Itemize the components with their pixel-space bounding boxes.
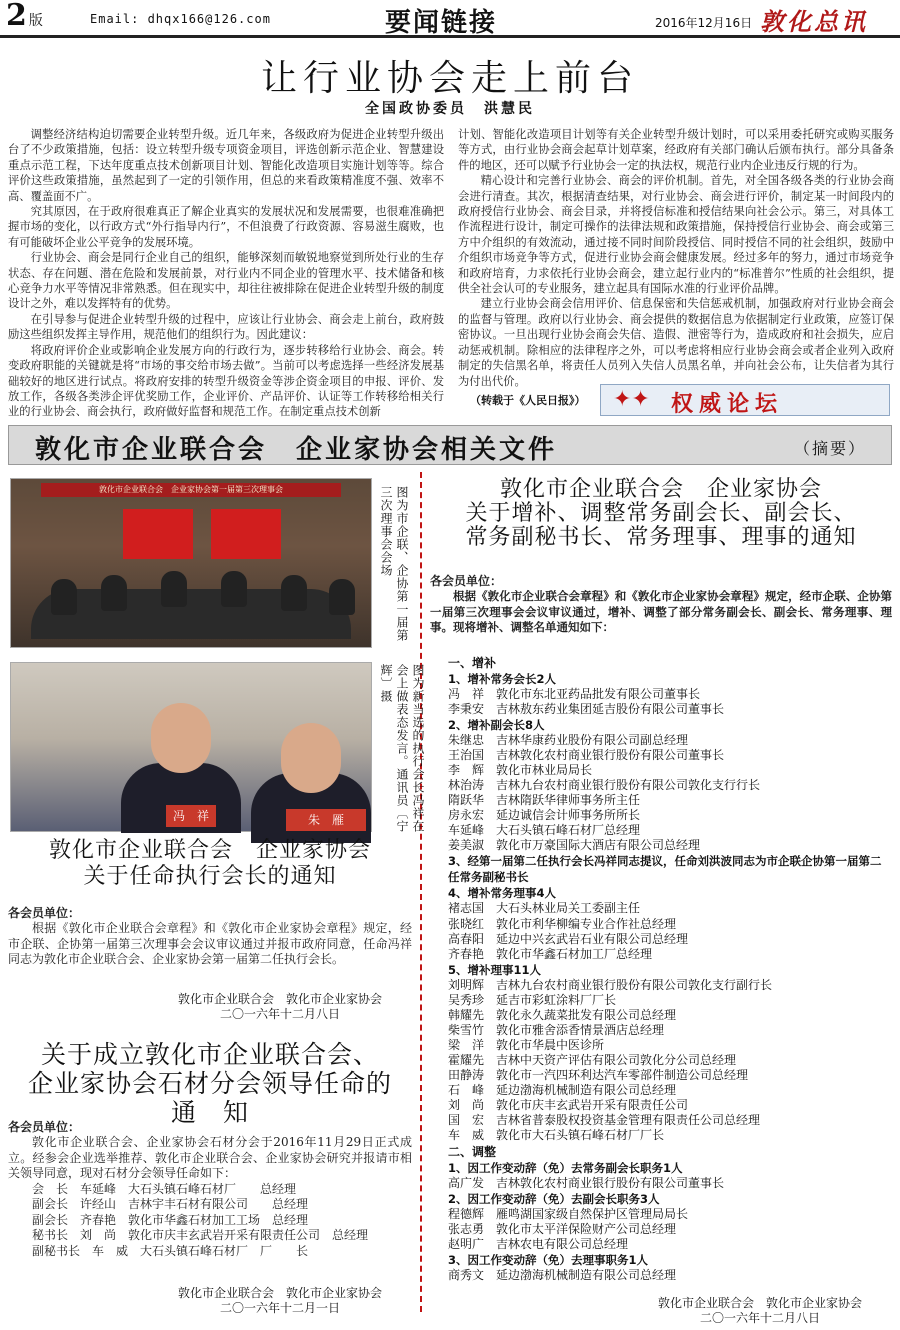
appointee-row: 霍耀先 吉林中天资产评估有限公司敦化分公司总经理: [448, 1052, 737, 1067]
appointee-row: 房永宏 延边诚信会计师事务所所长: [448, 808, 641, 823]
paragraph: 调整经济结构迫切需要企业转型升级。近几年来，各级政府为促进企业转型升级出台了不少政策措施，包括：设立转型升级专项资金项目，评选创新示范企业、智慧建设重点示范工程，下达年度重点技术创新项目计划、智能化改造项目实施计划等等。综合评价这些政策措施，虽然起到了一定的引领作用，但总的来看政策精准度不强、效率不高、覆盖面不广。: [8, 128, 444, 203]
appointee-row: 田静涛 敦化市一汽四环利达汽车零部件制造公司总经理: [448, 1067, 749, 1082]
appointee-row: 车 威 敦化市大石头镇石峰石材厂厂长: [448, 1128, 665, 1143]
appointee-row: 石 峰 延边渤海机械制造有限公司总经理: [448, 1082, 677, 1097]
national-flag: [211, 509, 281, 559]
attendee: [161, 571, 187, 607]
signature-date: 二〇一六年十二月一日: [219, 1301, 340, 1315]
attendee: [51, 579, 77, 615]
name-card: 冯 祥: [166, 805, 216, 827]
list-heading: 2、增补副会长8人: [448, 718, 545, 733]
list-heading: 5、增补理事11人: [448, 962, 542, 977]
appointee-row: 褚志国 大石头林业局关工委副主任: [448, 901, 641, 916]
issue-date: 2016年12月16日: [655, 16, 753, 30]
appointee-row: 梁 洋 敦化市华晨中医诊所: [448, 1037, 605, 1052]
list-heading: 一、增补: [448, 656, 497, 670]
section-banner: [8, 425, 892, 465]
speaker-face: [151, 703, 211, 773]
page-number: 2 版: [6, 0, 43, 33]
photo-caption: 图为新当选的执行会长冯祥在会上做表态发言。通讯员〔宁辉〕摄: [379, 664, 425, 833]
appointee-row: 商秀文 延边渤海机械制造有限公司总经理: [448, 1268, 677, 1283]
notice-title: 关于成立敦化市企业联合会、 企业家协会石材分会领导任命的 通 知: [27, 1040, 392, 1127]
notice-body: [8, 904, 412, 968]
paragraph: 根据《敦化市企业联合会章程》和《敦化市企业家协会章程》规定，经市企联、企协第一届第三次理事会会议审议通过，增补、调整了部分常务副会长、副会长、常务理事、理事。现将增补、调整名单通知如下：: [430, 589, 892, 634]
paragraph: 建立行业协会商会信用评价、信息保密和失信惩戒机制，加强政府对行业协会商会的监督与管理。政府以行业协会、商会提供的数据信息为依据制定行业政策，应签订保密协议。一旦出现行业协会商会失信、造假、泄密等行为，造成政府和社会损失，应启动惩戒机制。除相应的法律程序之外，可以考虑将相应行业协会商会或者企业列入政府制定的失信黑名单，将责任人员列入失信人员黑名单，并向社会公布，让失信者为其行为付出代价。: [458, 297, 894, 388]
lead-article-column-right: [458, 127, 894, 395]
appointee-row: 柴雪竹 敦化市雅舍添香情景酒店总经理: [448, 1022, 665, 1037]
attendee: [221, 571, 247, 607]
appointee-row: 刘 尚 敦化市庆丰玄武岩开采有限责任公司: [448, 1098, 689, 1113]
paragraph: 行业协会、商会是同行企业自己的组织，能够深刻而敏锐地察觉到所处行业的生存状态、存在问题、潜在危险和发展前景，对行业内不同企业的管理水平、技术储备和核心竞争力水平等情况非常熟悉。但在现实中，却往往被排除在促进企业转型升级的制度设计之外，难以发挥特有的优势。: [8, 251, 444, 311]
paragraph: 究其原因，在于政府很难真正了解企业真实的发展状况和发展需要，也很难准确把握市场的变化，以行政方式“外行指导内行”，不但浪费了行政资源、容易滋生腐败，也有可能破坏企业公平竞争的发展环境。: [8, 205, 444, 249]
meeting-banner: 敦化市企业联合会 企业家协会第一届第三次理事会: [41, 483, 341, 497]
appointee-row: 隋跃华 吉林隋跃华律师事务所主任: [448, 793, 641, 808]
banner-title: 敦化市企业联合会 企业家协会相关文件: [35, 435, 558, 465]
appointee-row: 林治涛 吉林九台农村商业银行股份有限公司敦化支行行长: [448, 778, 761, 793]
appointee-row: 李秉安 吉林敖东药业集团延吉股份有限公司董事长: [448, 702, 725, 717]
attendee: [329, 579, 355, 615]
roster-item: 副会长 许经山 吉林宇丰石材有限公司 总经理: [32, 1197, 309, 1211]
roster-item: 副会长 齐春艳 敦化市华鑫石材加工工场 总经理: [32, 1212, 309, 1227]
appointee-row: 程德辉 雁鸣湖国家级自然保护区管理局局长: [448, 1207, 689, 1222]
notice-title: 敦化市企业联合会 企业家协会 关于任命执行会长的通知: [48, 838, 371, 889]
signature-org: 敦化市企业联合会 敦化市企业家协会: [657, 1296, 862, 1310]
notice-signature: [150, 1286, 410, 1316]
lead-article-title: 让行业协会走上前台: [260, 58, 639, 99]
appointee-row: 朱继忠 吉林华康药业股份有限公司副总经理: [448, 733, 689, 748]
appointee-row: 王治国 吉林敦化农村商业银行股份有限公司董事长: [448, 748, 725, 763]
paragraph: 计划、智能化改造项目计划等有关企业转型升级计划时，可以采用委托研究或购买服务等方式，由行业协会商会起草计划草案，经政府有关部门确认后颁布执行。部分具备条件的地区，还可以赋予行业协会一定的执法权，规范行业内企业违反行规的行为。: [458, 128, 894, 172]
list-heading: 3、因工作变动辞（免）去理事职务1人: [448, 1253, 649, 1268]
reprint-source: （转载于《人民日报》）: [470, 394, 586, 407]
paragraph: 将政府评价企业或影响企业发展方向的行政行为，逐步转移给行业协会、商会。转变政府职能的关键就是将“市场的事交给市场去做”。当前可以考虑选择一些经济发展基础较好的地区进行试点。将政府安排的转型升级资金等涉企资金项目的申报、评价、发放工作，各级各类涉企评优奖励工作，企业评价、产品评价、认证等工作转移给相关行业的行业协会、商会执行，政府做好监督和规范工作。在制定重点技术创新: [8, 343, 444, 419]
meeting-photo: [10, 478, 372, 648]
paragraph: 精心设计和完善行业协会、商会的评价机制。首先，对全国各级各类的行业协会商会进行清查。其次，根据清查结果，对行业协会、商会进行评价，制定某一时间段内的政府授信行业协会、商会目录，并将授信标准和授信结果向社会公示。第三，对具体工作流程进行设计，制定可操作的法律法规和政策措施，保持授信行业协会、商会或第三方中介组织的有效流动，通过接不同时间阶段授信、同时授信不同的社会组织，鼓励中介组织市场竞争等方式，促进行业协会商会健康发展。经过多年的努力，通过市场竞争和政府培育，力求依托行业协会商会，建立起行业内的“标准普尔”性质的社会组织，提供全社会认可的专业服务，建立起具有国际水准的行业评价品牌。: [458, 174, 894, 296]
notice-title: 敦化市企业联合会 企业家协会 关于增补、调整常务副会长、副会长、 常务副秘书长、常务理事、理事的通知: [465, 477, 857, 550]
banner-subtitle: （摘要）: [794, 439, 867, 458]
appointee-row: 冯 祥 敦化市东北亚药品批发有限公司董事长: [448, 687, 701, 701]
roster-item: 会 长 车延峰 大石头镇石峰石材厂 总经理: [32, 1181, 297, 1196]
appointee-row: 赵明广 吉林农电有限公司总经理: [448, 1237, 629, 1252]
signature-date: 二〇一六年十二月八日: [699, 1311, 820, 1325]
appointee-row: 高广发 吉林敦化农村商业银行股份有限公司董事长: [448, 1176, 725, 1191]
column-divider: [420, 472, 422, 1312]
appointee-row: 吴秀珍 延吉市彩虹涂料厂厂长: [448, 992, 617, 1007]
authority-forum-badge: [600, 384, 890, 416]
paragraph: 在引导参与促进企业转型升级的过程中，应该让行业协会、商会走上前台，政府鼓励这些组织发挥主导作用，规范他们的组织行为。因此建议：: [8, 312, 444, 342]
appointee-row: 韩耀先 敦化永久蔬菜批发有限公司总经理: [448, 1007, 677, 1022]
appointee-row: 国 宏 吉林省普泰股权投资基金管理有限责任公司总经理: [448, 1113, 761, 1128]
appointee-row: 李 辉 敦化市林业局局长: [448, 763, 593, 778]
contact-email: Email: dhqx166@126.com: [90, 12, 271, 26]
list-heading: 2、因工作变动辞（免）去副会长职务3人: [448, 1192, 660, 1207]
notice-body: [430, 572, 892, 636]
appointee-row: 姜美淑 敦化市万豪国际大酒店有限公司总经理: [448, 838, 701, 853]
notice-recipient: 各会员单位：: [8, 1120, 81, 1134]
section-title: 要闻链接: [385, 8, 498, 38]
signature-org: 敦化市企业联合会 敦化市企业家协会: [177, 1286, 382, 1300]
roster-item: 秘书长 刘 尚 敦化市庆丰玄武岩开采有限责任公司 总经理: [32, 1228, 369, 1242]
page-header: [0, 0, 900, 38]
lead-article-byline: 全国政协委员 洪慧民: [365, 101, 535, 117]
lead-article-column-left: [8, 127, 444, 419]
paragraph: 根据《敦化市企业联合会章程》和《敦化市企业家协会章程》规定，经市企联、企协第一届第三次理事会会议审议通过并报市政府同意，任命冯祥同志为敦化市企业联合会、企业家协会第一届第二任执行会长。: [8, 921, 412, 966]
appointee-row: 高春阳 延边中兴玄武岩石业有限公司总经理: [448, 931, 689, 946]
attendee: [281, 575, 307, 611]
party-flag: [123, 509, 193, 559]
photo-caption: 图为市企联、企协第一届第三次理事会会场: [379, 486, 409, 642]
notice-body: [8, 1118, 412, 1259]
list-heading: 3、经第一届第二任执行会长冯祥同志提议，任命刘洪波同志为市企联企协第一届第二任常务副秘书长: [448, 854, 882, 885]
appointment-list: [448, 654, 892, 1283]
list-heading: 1、增补常务会长2人: [448, 672, 557, 686]
notice-recipient: 各会员单位：: [430, 574, 503, 588]
roster-item: 副秘书长 车 威 大石头镇石峰石材厂 厂 长: [32, 1243, 309, 1258]
appointee-row: 张志勇 敦化市太平洋保险财产公司总经理: [448, 1222, 677, 1237]
list-heading: 4、增补常务理事4人: [448, 886, 557, 901]
list-heading: 二、调整: [448, 1145, 497, 1160]
notice-signature: [630, 1296, 890, 1326]
signature-org: 敦化市企业联合会 敦化市企业家协会: [177, 992, 382, 1006]
appointee-row: 车延峰 大石头镇石峰石材厂总经理: [448, 823, 641, 838]
forum-label: 权威论坛: [671, 392, 784, 417]
star-icon: ✦✦: [613, 387, 650, 412]
notice-signature: [150, 992, 410, 1022]
speaker-photo: [10, 662, 372, 832]
signature-date: 二〇一六年十二月八日: [219, 1007, 340, 1021]
attendee: [101, 575, 127, 611]
appointee-row: 张晓红 敦化市利华柳编专业合作社总经理: [448, 916, 677, 931]
paragraph: 敦化市企业联合会、企业家协会石材分会于2016年11月29日正式成立。经参会企业选举推荐、敦化市企业联合会、企业家协会研究并报请市相关领导同意，现对石材分会领导任命如下：: [8, 1135, 412, 1180]
attendee-face: [281, 723, 341, 793]
appointee-row: 刘明辉 吉林九台农村商业银行股份有限公司敦化支行副行长: [448, 977, 773, 992]
newspaper-logo: 敦化总讯: [760, 7, 868, 36]
name-card: 朱 雁: [286, 809, 366, 831]
list-heading: 1、因工作变动辞（免）去常务副会长职务1人: [448, 1161, 683, 1176]
roster: [8, 1182, 412, 1260]
notice-recipient: 各会员单位：: [8, 906, 81, 920]
appointee-row: 齐春艳 敦化市华鑫石材加工厂总经理: [448, 946, 653, 961]
